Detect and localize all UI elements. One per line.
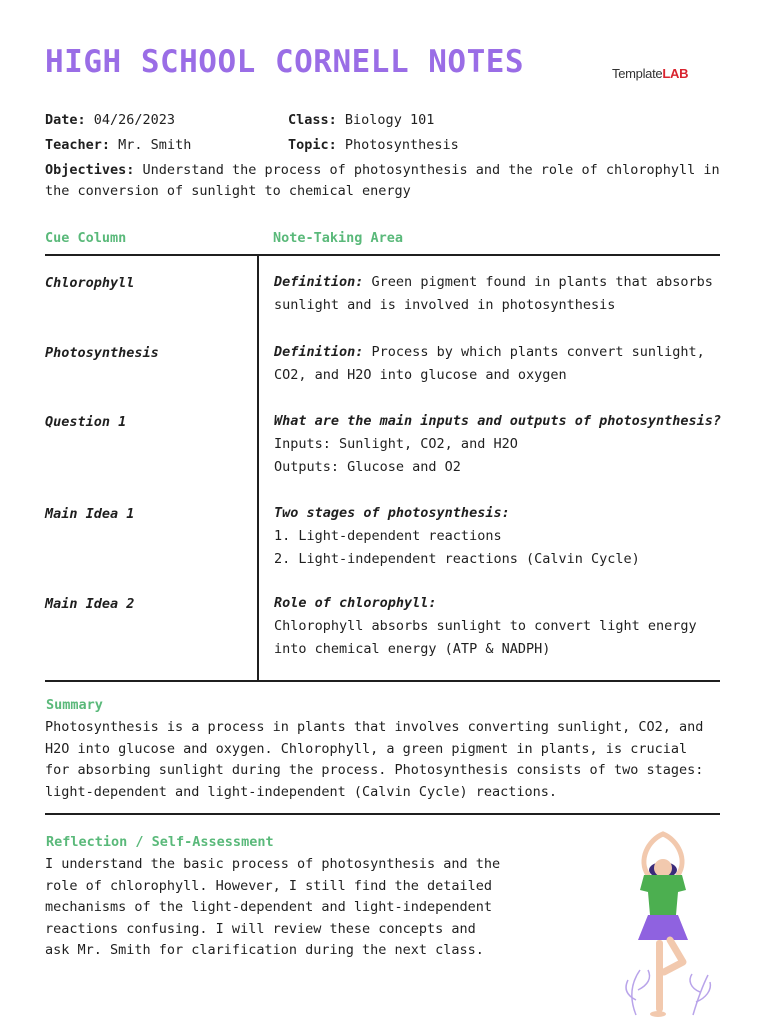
date-field: Date: 04/26/2023 bbox=[45, 112, 176, 128]
note-question-1: What are the main inputs and outputs of photosynthesis? Inputs: Sunlight, CO2, and H2O Outputs: Glucose and O2 bbox=[274, 413, 722, 475]
class-field: Class: Biology 101 bbox=[288, 112, 435, 128]
cue-chlorophyll: Chlorophyll bbox=[45, 275, 135, 291]
notes-bottom-divider bbox=[45, 680, 720, 682]
note-main-idea-1: Two stages of photosynthesis: 1. Light-dependent reactions 2. Light-independent reactions (Calvin Cycle) bbox=[274, 505, 640, 567]
note-chlorophyll: Definition: Green pigment found in plants that absorbs sunlight and is involved in photosynthesis bbox=[274, 274, 713, 313]
note-photosynthesis: Definition: Process by which plants convert sunlight, CO2, and H2O into glucose and oxygen bbox=[274, 344, 705, 383]
leaf-decoration-icon bbox=[626, 970, 710, 1015]
notes-column-header: Note-Taking Area bbox=[273, 230, 404, 246]
cue-column-header: Cue Column bbox=[45, 230, 127, 246]
header-divider bbox=[45, 254, 720, 256]
teacher-field: Teacher: Mr. Smith bbox=[45, 137, 192, 153]
topic-field: Topic: Photosynthesis bbox=[288, 137, 459, 153]
summary-text: Photosynthesis is a process in plants that involves converting sunlight, CO2, and H2O into glucose and oxygen. Chlorophyll, a green pigment in plants, is crucial for absorbing sunlight during the process. Photosynthesis consists of two stages: light-dependent and light-independent (Calvin Cycle) reactions. bbox=[45, 719, 704, 800]
cue-question-1: Question 1 bbox=[45, 414, 127, 430]
templatelab-logo: TemplateLAB bbox=[612, 66, 689, 81]
objectives: Objectives: Understand the process of photosynthesis and the role of chlorophyll in the conversion of sunlight to chemical energy bbox=[45, 162, 720, 199]
summary-bottom-divider bbox=[45, 813, 720, 815]
page-title: HIGH SCHOOL CORNELL NOTES bbox=[45, 44, 525, 80]
summary-heading: Summary bbox=[46, 697, 103, 713]
cue-photosynthesis: Photosynthesis bbox=[45, 345, 159, 361]
reflection-text: I understand the basic process of photosynthesis and the role of chlorophyll. However, I still find the detailed mechanisms of the light-dependent and light-independent reactions confusing. I will review these concepts and ask Mr. Smith for clarification during the next class. bbox=[45, 856, 501, 958]
note-main-idea-2: Role of chlorophyll: Chlorophyll absorbs sunlight to convert light energy into chemical energy (ATP & NADPH) bbox=[274, 595, 697, 657]
cue-main-idea-1: Main Idea 1 bbox=[45, 506, 135, 522]
cue-main-idea-2: Main Idea 2 bbox=[45, 596, 135, 612]
yoga-figure-illustration bbox=[608, 830, 718, 1020]
reflection-heading: Reflection / Self-Assessment bbox=[46, 834, 274, 850]
column-divider bbox=[257, 256, 259, 680]
